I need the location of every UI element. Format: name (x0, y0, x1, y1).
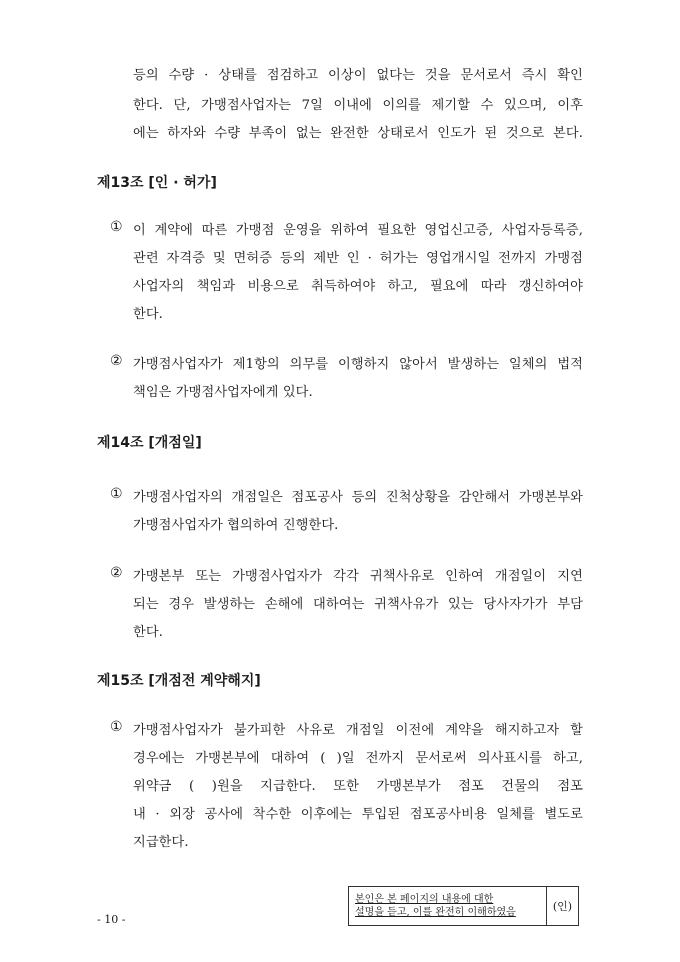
page-number: - 10 - (97, 913, 126, 926)
art13-item1-number: ① (110, 219, 123, 235)
art13-item2-line-1: 가맹점사업자가 제1항의 의무를 이행하지 않아서 발생하는 일체의 법적 (133, 357, 583, 372)
art14-item2-line-1: 가맹본부 또는 가맹점사업자가 각각 귀책사유로 인하여 개점일이 지연 (133, 569, 583, 584)
art15-item1-line-1: 가맹점사업자가 불가피한 사유로 개점일 이전에 계약을 해지하고자 할 (133, 723, 583, 738)
acknowledgement-text (349, 893, 546, 919)
art13-item1-line-2: 관련 자격증 및 면허증 등의 제반 인 · 허가는 영업개시일 전까지 가맹점 (133, 251, 583, 266)
art13-item2-number: ② (110, 353, 123, 369)
art14-item1-line-2: 가맹점사업자가 협의하여 진행한다. (133, 518, 339, 533)
article-13-heading: 제13조 [인 · 허가] (97, 175, 217, 191)
intro-line-2: 한다. 단, 가맹점사업자는 7일 이내에 이의를 제기할 수 있으며, 이후 (133, 98, 583, 113)
art14-item1-line-1: 가맹점사업자의 개점일은 점포공사 등의 진척상황을 감안해서 가맹본부와 (133, 490, 583, 505)
seal-field[interactable]: (인) (546, 887, 578, 925)
art14-item2-line-3: 한다. (133, 625, 163, 640)
art14-item2-number: ② (110, 565, 123, 581)
art15-item1-line-2: 경우에는 가맹본부에 대하여 ( )일 전까지 문서로써 의사표시를 하고, (133, 751, 583, 766)
art15-item1-number: ① (110, 719, 123, 735)
art14-item1-number: ① (110, 486, 123, 502)
acknowledgement-line-1: 본인은 본 페이지의 내용에 대한 (355, 894, 494, 905)
art13-item1-line-4: 한다. (133, 307, 163, 322)
art15-item1-line-3: 위약금 ( )원을 지급한다. 또한 가맹본부가 점포 건물의 점포 (133, 779, 583, 794)
art13-item1-line-1: 이 계약에 따른 가맹점 운영을 위하여 필요한 영업신고증, 사업자등록증, (133, 223, 583, 238)
art14-item2-line-2: 되는 경우 발생하는 손해에 대하여는 귀책사유가 있는 당사자가가 부담 (133, 597, 583, 612)
art13-item2-line-2: 책임은 가맹점사업자에게 있다. (133, 385, 313, 400)
article-14-heading: 제14조 [개점일] (97, 435, 202, 451)
intro-line-3: 에는 하자와 수량 부족이 없는 완전한 상태로서 인도가 된 것으로 본다. (133, 126, 583, 141)
acknowledgement-line-2: 설명을 듣고, 이를 완전히 이해하였음 (355, 907, 516, 918)
intro-line-1: 등의 수량 · 상태를 점검하고 이상이 없다는 것을 문서로서 즉시 확인 (133, 68, 583, 83)
acknowledgement-box (348, 886, 579, 926)
art15-item1-line-4: 내 · 외장 공사에 착수한 이후에는 투입된 점포공사비용 일체를 별도로 (133, 807, 583, 822)
art15-item1-line-5: 지급한다. (133, 835, 189, 850)
article-15-heading: 제15조 [개점전 계약해지] (97, 673, 261, 689)
art13-item1-line-3: 사업자의 책임과 비용으로 취득하여야 하고, 필요에 따라 갱신하여야 (133, 279, 583, 294)
